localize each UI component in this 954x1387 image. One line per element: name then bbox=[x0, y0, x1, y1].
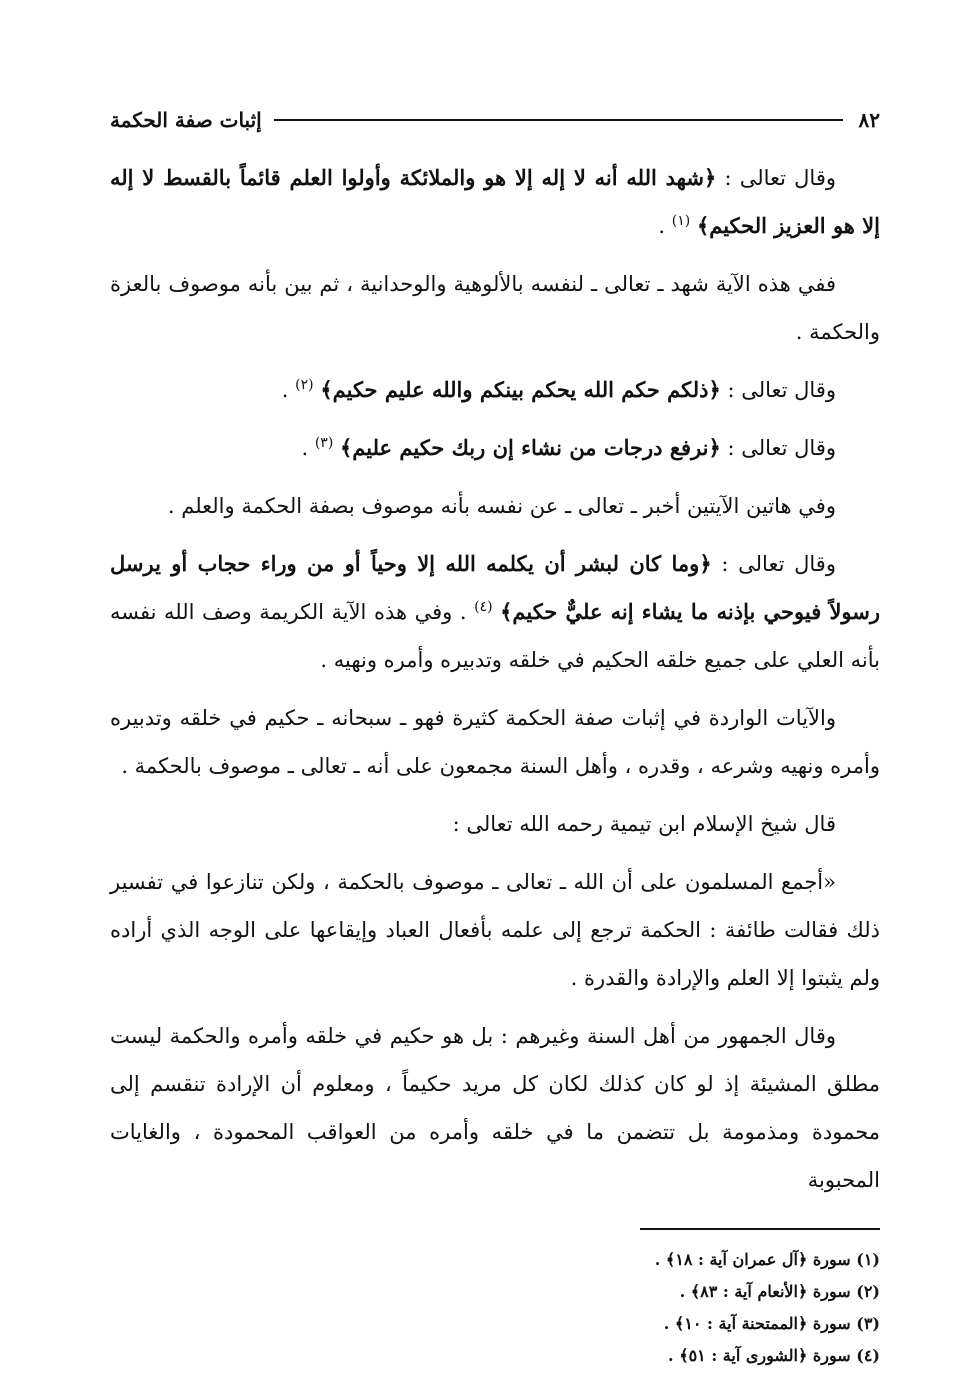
footnote: (١) سورة ﴿آل عمران آية : ١٨﴾ . bbox=[654, 1250, 880, 1269]
footnotes bbox=[110, 1244, 880, 1372]
quran-verse: ﴿وما كان لبشر أن يكلمه الله إلا وحياً أو من وراء حجاب أو يرسل رسولاً فيوحي بإذنه ما يشاء إنه عليٌّ حكيم﴾ bbox=[110, 551, 880, 624]
paragraph: وفي هاتين الآيتين أخبر ـ تعالى ـ عن نفسه بأنه موصوف بصفة الحكمة والعلم . bbox=[167, 494, 836, 518]
paragraph: قال شيخ الإسلام ابن تيمية رحمه الله تعالى : bbox=[452, 812, 836, 836]
book-page bbox=[110, 100, 880, 1372]
footnote: (٤) سورة ﴿الشورى آية : ٥١﴾ . bbox=[668, 1346, 880, 1365]
quran-verse: ﴿شهد الله أنه لا إله إلا هو والملائكة وأولوا العلم قائماً بالقسط لا إله إلا هو العزيز الحكيم﴾ bbox=[110, 165, 880, 238]
paragraph: وقال تعالى : ﴿نرفع درجات من نشاء إن ربك حكيم عليم﴾ $^{(٣)}$ . bbox=[301, 435, 836, 460]
footnote-ref[interactable]: (١) bbox=[671, 213, 691, 229]
running-title: إثبات صفة الحكمة bbox=[110, 108, 262, 132]
paragraph: وقال الجمهور من أهل السنة وغيرهم : بل هو حكيم في خلقه وأمره والحكمة ليست مطلق المشيئة إذ لو كان كذلك لكان كل مريد حكيماً ، ومعلوم أن الإرادة تنقسم إلى محمودة ومذمومة بل تتضمن ما في خلقه وأمره من العواقب المحمودة ، والغايات المحبوبة bbox=[110, 1024, 880, 1192]
page-header bbox=[110, 100, 880, 140]
paragraph: والآيات الواردة في إثبات صفة الحكمة كثيرة فهو ـ سبحانه ـ حكيم في خلقه وتدبيره وأمره ونهيه وشرعه ، وقدره ، وأهل السنة مجمعون على أنه ـ تعالى ـ موصوف بالحكمة . bbox=[110, 706, 880, 778]
paragraph: ففي هذه الآية شهد ـ تعالى ـ لنفسه بالألوهية والوحدانية ، ثم بين بأنه موصوف بالعزة والحكمة . bbox=[110, 272, 880, 344]
paragraph: وقال تعالى : ﴿وما كان لبشر أن يكلمه الله إلا وحياً أو من وراء حجاب أو يرسل رسولاً فيوحي بإذنه ما يشاء إنه عليٌّ حكيم﴾ $^{(٤)}$ . وفي هذه الآية الكريمة وصف الله نفسه بأنه العلي على جميع خلقه الحكيم في خلقه وتدبيره وأمره ونهيه . bbox=[110, 551, 880, 672]
footnote: (٢) سورة ﴿الأنعام آية : ٨٣﴾ . bbox=[679, 1282, 880, 1301]
paragraph: وقال تعالى : ﴿ذلكم حكم الله يحكم بينكم والله عليم حكيم﴾ $^{(٢)}$ . bbox=[281, 377, 836, 402]
page-body bbox=[110, 154, 880, 1204]
quran-verse: ﴿نرفع درجات من نشاء إن ربك حكيم عليم﴾ bbox=[339, 435, 721, 460]
quran-verse: ﴿ذلكم حكم الله يحكم بينكم والله عليم حكيم﴾ bbox=[320, 377, 721, 402]
footnote: (٣) سورة ﴿الممتحنة آية : ١٠﴾ . bbox=[663, 1314, 880, 1333]
quotation-paragraph: «أجمع المسلمون على أن الله ـ تعالى ـ موصوف بالحكمة ، ولكن تنازعوا في تفسير ذلك فقالت طائفة : الحكمة ترجع إلى علمه بأفعال العباد وإيقاعها على الوجه الذي أراده ولم يثبتوا إلا العلم والإرادة والقدرة . bbox=[110, 870, 880, 990]
page-number: ٨٢ bbox=[858, 108, 880, 132]
paragraph: وقال تعالى : ﴿شهد الله أنه لا إله إلا هو والملائكة وأولوا العلم قائماً بالقسط لا إله إلا هو العزيز الحكيم﴾ $^{(١)}$ . bbox=[110, 165, 880, 238]
footnote-ref[interactable]: (٤) bbox=[474, 599, 493, 615]
header-rule bbox=[274, 119, 843, 121]
footnote-ref[interactable]: (٣) bbox=[314, 435, 334, 451]
footnote-separator bbox=[640, 1228, 880, 1230]
footnote-ref[interactable]: (٢) bbox=[295, 377, 314, 393]
